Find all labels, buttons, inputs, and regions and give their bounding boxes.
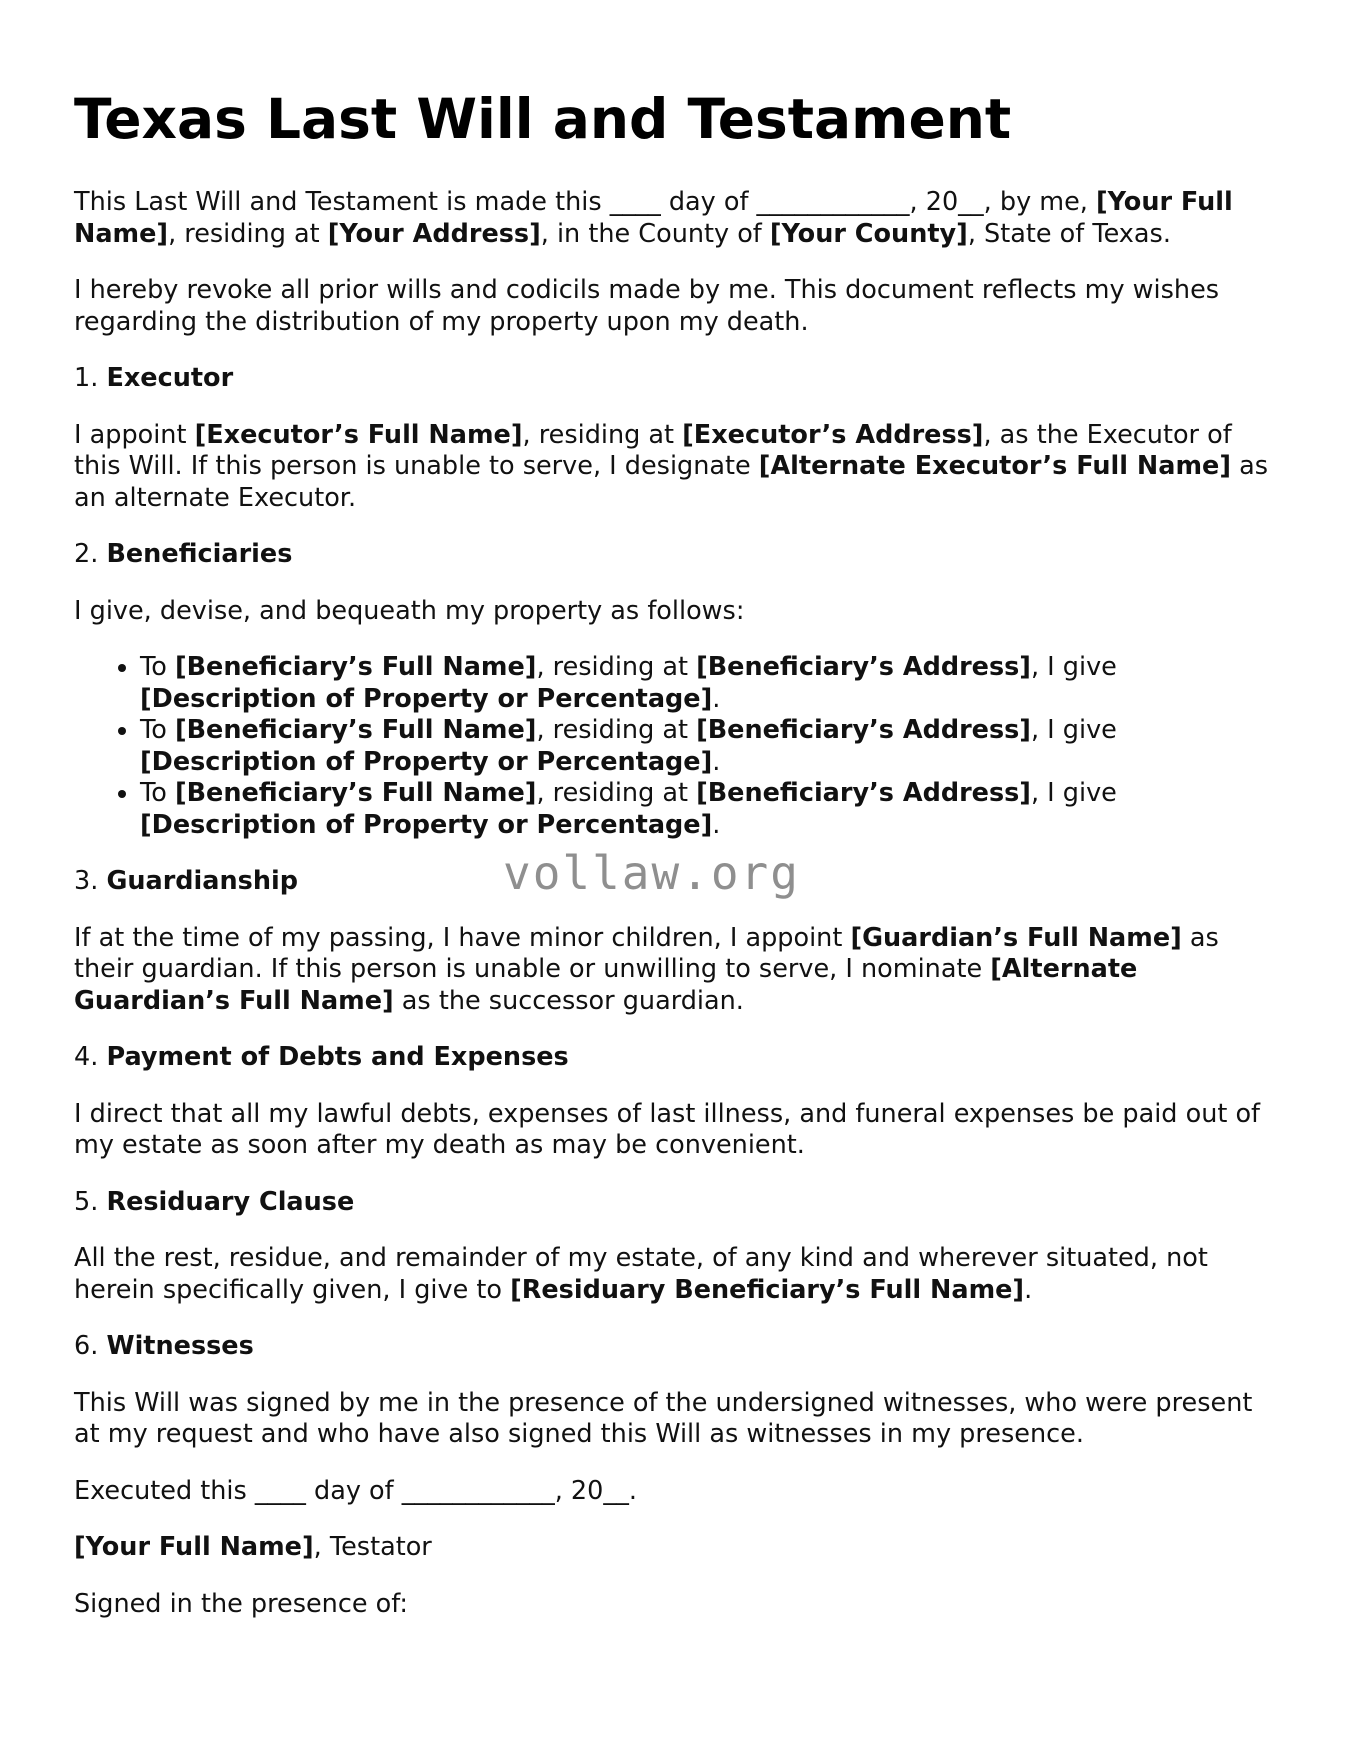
placeholder-your-address: [Your Address] bbox=[327, 218, 541, 249]
debts-paragraph: I direct that all my lawful debts, expenses of last illness, and funeral expenses be paid out of my estate as soon after my death as may be convenient. bbox=[74, 1098, 1261, 1161]
section-title: Executor bbox=[106, 363, 234, 394]
item-text: , I give bbox=[1030, 652, 1117, 683]
watermark: vollaw.org bbox=[503, 846, 800, 900]
section-heading-beneficiaries bbox=[74, 539, 1274, 571]
section-title: Payment of Debts and Expenses bbox=[106, 1042, 569, 1073]
item-text: , residing at bbox=[536, 778, 697, 809]
section-number: 1. bbox=[74, 363, 107, 394]
guardianship-text: as their guardian. If this person is unable or unwilling to serve, I nominate bbox=[74, 922, 1219, 985]
intro-text: This Last Will and Testament is made this ____ day of ____________, 20__, by me, bbox=[74, 187, 1097, 218]
section-number: 5. bbox=[74, 1186, 107, 1217]
item-text: , I give bbox=[1030, 778, 1117, 809]
intro-paragraph bbox=[74, 187, 1274, 250]
item-text: , I give bbox=[1030, 715, 1117, 746]
placeholder-alternate-executor-name: [Alternate Executor’s Full Name] bbox=[758, 451, 1231, 482]
executed-line: Executed this ____ day of ____________, 20__. bbox=[74, 1475, 637, 1506]
intro-text: , residing at bbox=[168, 218, 328, 249]
placeholder-executor-address: [Executor’s Address] bbox=[682, 419, 984, 450]
executor-text: , residing at bbox=[522, 419, 683, 450]
item-text: . bbox=[712, 809, 721, 840]
section-heading-witnesses bbox=[74, 1331, 1274, 1363]
residuary-text: All the rest, residue, and remainder of my estate, of any kind and wherever situated, not herein specifically given, I give to bbox=[74, 1243, 1208, 1305]
item-text: . bbox=[712, 683, 721, 714]
guardianship-text: as the successor guardian. bbox=[393, 985, 744, 1016]
placeholder-property-description: [Description of Property or Percentage] bbox=[140, 683, 713, 714]
placeholder-executor-name: [Executor’s Full Name] bbox=[194, 419, 523, 450]
placeholder-beneficiary-address: [Beneficiary’s Address] bbox=[696, 715, 1031, 746]
residuary-text: . bbox=[1024, 1274, 1033, 1305]
list-item bbox=[140, 715, 1274, 778]
list-item bbox=[140, 652, 1274, 715]
section-number: 4. bbox=[74, 1042, 107, 1073]
witnesses-paragraph: This Will was signed by me in the presence of the undersigned witnesses, who were present at my request and who have also signed this Will as witnesses in my presence. bbox=[74, 1387, 1253, 1450]
placeholder-beneficiary-address: [Beneficiary’s Address] bbox=[696, 778, 1031, 809]
placeholder-property-description: [Description of Property or Percentage] bbox=[140, 809, 713, 840]
item-text: To bbox=[140, 652, 175, 683]
testator-line bbox=[74, 1532, 1274, 1564]
section-number: 6. bbox=[74, 1331, 107, 1362]
item-text: To bbox=[140, 778, 175, 809]
section-title: Witnesses bbox=[106, 1331, 254, 1362]
placeholder-property-description: [Description of Property or Percentage] bbox=[140, 746, 713, 777]
testator-label: , Testator bbox=[313, 1532, 432, 1563]
placeholder-testator-name: [Your Full Name] bbox=[74, 1532, 314, 1563]
executor-text: as an alternate Executor. bbox=[74, 451, 1269, 513]
signed-presence-line: Signed in the presence of: bbox=[74, 1588, 408, 1619]
item-text: To bbox=[140, 715, 175, 746]
placeholder-residuary-beneficiary: [Residuary Beneficiary’s Full Name] bbox=[510, 1274, 1025, 1305]
document-title: Texas Last Will and Testament bbox=[74, 87, 1012, 151]
revocation-paragraph: I hereby revoke all prior wills and codicils made by me. This document reflects my wishes regarding the distribution of my property upon my death. bbox=[74, 275, 1220, 337]
placeholder-beneficiary-name: [Beneficiary’s Full Name] bbox=[174, 715, 537, 746]
placeholder-your-county: [Your County] bbox=[769, 218, 968, 249]
placeholder-your-full-name: [Your Full Name] bbox=[74, 187, 1233, 249]
section-number: 3. bbox=[74, 866, 107, 897]
section-title: Beneficiaries bbox=[106, 539, 293, 570]
item-text: , residing at bbox=[536, 652, 697, 683]
section-heading-residuary bbox=[74, 1187, 1274, 1219]
placeholder-beneficiary-name: [Beneficiary’s Full Name] bbox=[174, 652, 537, 683]
item-text: . bbox=[712, 746, 721, 777]
placeholder-guardian-name: [Guardian’s Full Name] bbox=[850, 922, 1182, 953]
placeholder-beneficiary-address: [Beneficiary’s Address] bbox=[696, 652, 1031, 683]
item-text: , residing at bbox=[536, 715, 697, 746]
executor-text: I appoint bbox=[74, 419, 195, 450]
executor-text: , as the Executor of this Will. If this person is unable to serve, I designate bbox=[74, 419, 1232, 482]
beneficiaries-intro: I give, devise, and bequeath my property as follows: bbox=[74, 595, 745, 626]
list-item bbox=[140, 778, 1274, 841]
section-heading-executor bbox=[74, 363, 1274, 395]
guardianship-paragraph bbox=[74, 923, 1274, 1018]
intro-text: , in the County of bbox=[540, 218, 770, 249]
guardianship-text: If at the time of my passing, I have minor children, I appoint bbox=[74, 922, 851, 953]
executor-paragraph bbox=[74, 420, 1274, 515]
section-title: Residuary Clause bbox=[106, 1186, 355, 1217]
beneficiaries-list bbox=[74, 652, 1274, 841]
placeholder-beneficiary-name: [Beneficiary’s Full Name] bbox=[174, 778, 537, 809]
section-title: Guardianship bbox=[106, 866, 298, 897]
intro-text: , State of Texas. bbox=[967, 218, 1171, 249]
section-number: 2. bbox=[74, 539, 107, 570]
residuary-paragraph bbox=[74, 1243, 1274, 1306]
section-heading-debts bbox=[74, 1042, 1274, 1074]
placeholder-alternate-guardian-name: [Alternate Guardian’s Full Name] bbox=[74, 954, 1138, 1016]
